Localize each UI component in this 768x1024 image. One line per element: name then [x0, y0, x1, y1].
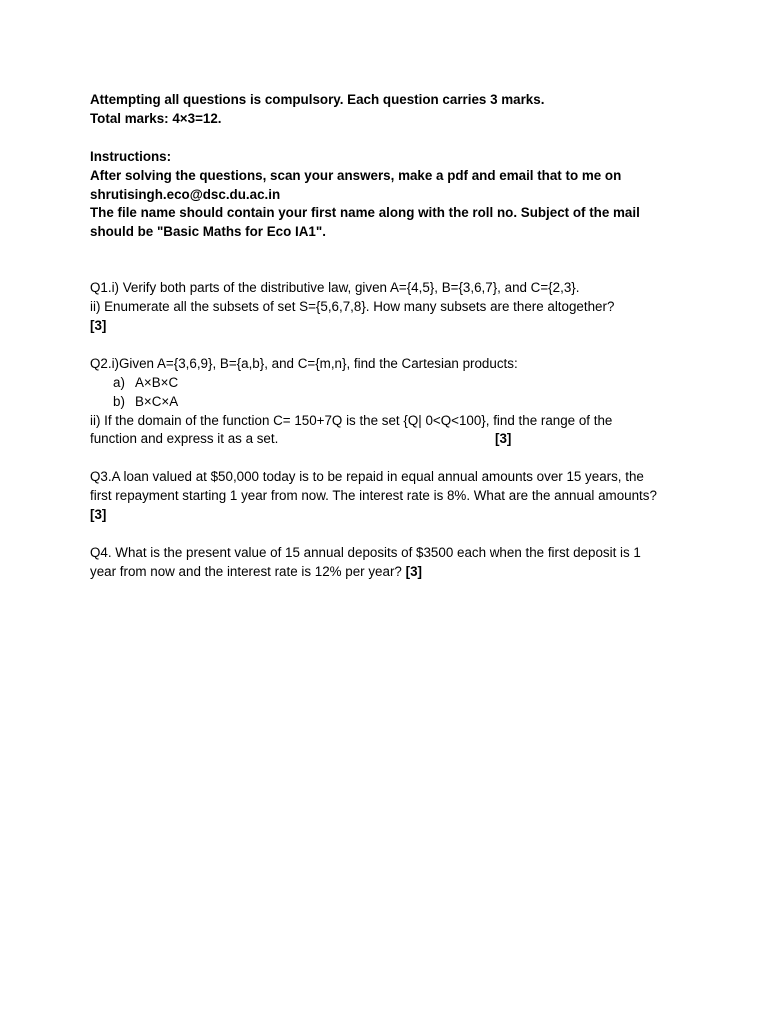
instructions-line-3: should be "Basic Maths for Eco IA1".: [90, 224, 326, 240]
q1-part-1: Q1.i) Verify both parts of the distributive law, given A={4,5}, B={3,6,7}, and C={2,3}.: [90, 280, 580, 296]
q1-part-2: ii) Enumerate all the subsets of set S={5,6,7,8}. How many subsets are there altogether?: [90, 299, 615, 315]
q1-marks: [3]: [90, 318, 107, 334]
instructions-email: shrutisingh.eco@dsc.du.ac.in: [90, 186, 281, 202]
q4-line-2-row: [90, 563, 690, 582]
instructions-line-2: The file name should contain your first name along with the roll no. Subject of the mail: [90, 205, 640, 221]
document-page: [90, 91, 690, 582]
q4-line-2: year from now and the interest rate is 12% per year?: [90, 563, 402, 579]
instructions-heading: Instructions:: [90, 148, 172, 164]
q4-line-1: Q4. What is the present value of 15 annual deposits of $3500 each when the first deposit is 1: [90, 544, 641, 560]
q2-item-a-label: a): [113, 374, 125, 390]
q3-line-2: first repayment starting 1 year from now. The interest rate is 8%. What are the annual amounts?: [90, 488, 657, 504]
q2-part-2-line-2: function and express it as a set.: [90, 431, 279, 447]
q2-item-b: [90, 393, 690, 412]
q3-marks: [3]: [90, 507, 107, 523]
q2-marks: [3]: [495, 431, 512, 447]
instructions-line-1: After solving the questions, scan your answers, make a pdf and email that to me on: [90, 167, 622, 183]
q2-part-2-line-1: ii) If the domain of the function C= 150+7Q is the set {Q| 0<Q<100}, find the range of the: [90, 412, 613, 428]
total-marks: Total marks: 4×3=12.: [90, 110, 222, 126]
q2-item-a-text: A×B×C: [135, 374, 179, 390]
q2-item-b-text: B×C×A: [135, 393, 179, 409]
q3-line-1: Q3.A loan valued at $50,000 today is to be repaid in equal annual amounts over 15 years, the: [90, 469, 644, 485]
q2-part-2-line-2-row: [90, 430, 690, 449]
q2-item-b-label: b): [113, 393, 125, 409]
q2-item-a: [90, 374, 690, 393]
q2-part-1: Q2.i)Given A={3,6,9}, B={a,b}, and C={m,n}, find the Cartesian products:: [90, 355, 518, 371]
q4-marks: [3]: [405, 563, 422, 579]
compulsory-note: Attempting all questions is compulsory. Each question carries 3 marks.: [90, 92, 545, 107]
